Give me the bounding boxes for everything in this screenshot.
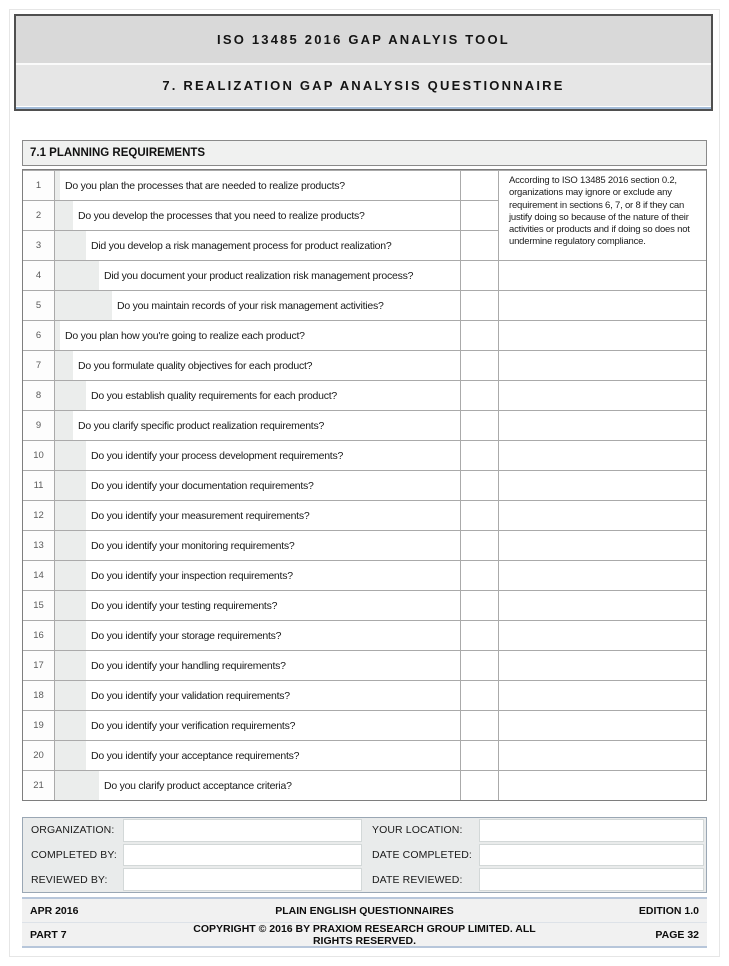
question-number: 7	[23, 350, 55, 380]
your-location-label: YOUR LOCATION:	[364, 818, 477, 843]
date-reviewed-field[interactable]	[479, 868, 704, 891]
question-text: Do you develop the processes that you need to realize products?	[78, 209, 365, 222]
completed-by-field[interactable]	[123, 844, 362, 867]
question-number: 17	[23, 650, 55, 680]
note-cell[interactable]	[499, 440, 706, 470]
footer-row-copyright	[22, 923, 707, 946]
question-cell	[55, 470, 461, 500]
question-text: Do you identify your documentation requirements?	[91, 479, 314, 492]
question-cell	[55, 770, 461, 800]
question-text: Do you maintain records of your risk management activities?	[117, 299, 384, 312]
question-number: 14	[23, 560, 55, 590]
answer-cell[interactable]	[461, 530, 499, 560]
answer-cell[interactable]	[461, 620, 499, 650]
question-number: 11	[23, 470, 55, 500]
organization-field[interactable]	[123, 819, 362, 842]
question-cell	[55, 710, 461, 740]
question-row	[23, 470, 706, 500]
note-cell[interactable]	[499, 740, 706, 770]
question-row	[23, 770, 706, 800]
question-text: Do you identify your storage requirements?	[91, 629, 282, 642]
question-row	[23, 650, 706, 680]
question-cell	[55, 680, 461, 710]
question-cell	[55, 260, 461, 290]
answer-cell[interactable]	[461, 290, 499, 320]
answer-cell[interactable]	[461, 560, 499, 590]
question-row	[23, 410, 706, 440]
question-number: 12	[23, 500, 55, 530]
note-cell[interactable]	[499, 770, 706, 800]
question-text: Do you identify your process development requirements?	[91, 449, 344, 462]
guidance-note: According to ISO 13485 2016 section 0.2, organizations may ignore or exclude any requirement in sections 6, 7, or 8 if they can justify doing so because of the nature of their activities or products and if doing so does not undermine regulatory compliance.	[509, 175, 690, 248]
question-text: Do you identify your measurement requirements?	[91, 509, 310, 522]
question-row	[23, 350, 706, 380]
note-cell[interactable]	[499, 410, 706, 440]
reviewed-by-field[interactable]	[123, 868, 362, 891]
question-cell	[55, 320, 461, 350]
answer-cell[interactable]	[461, 740, 499, 770]
question-text: Did you document your product realization risk management process?	[104, 269, 414, 282]
indent-block	[55, 531, 86, 560]
footer-date: APR 2016	[30, 904, 79, 917]
indent-block	[55, 681, 86, 710]
indent-block	[55, 411, 73, 440]
note-cell[interactable]	[499, 320, 706, 350]
your-location-field[interactable]	[479, 819, 704, 842]
question-text: Do you identify your acceptance requirements?	[91, 749, 300, 762]
question-row	[23, 500, 706, 530]
page-footer	[22, 897, 707, 948]
completion-info-box	[22, 817, 707, 893]
question-cell	[55, 290, 461, 320]
answer-cell[interactable]	[461, 200, 499, 230]
question-number: 6	[23, 320, 55, 350]
question-number: 13	[23, 530, 55, 560]
question-cell	[55, 530, 461, 560]
question-text: Do you plan how you're going to realize each product?	[65, 329, 305, 342]
question-cell	[55, 590, 461, 620]
answer-cell[interactable]	[461, 320, 499, 350]
indent-block	[55, 591, 86, 620]
indent-block	[55, 651, 86, 680]
document-subtitle: 7. REALIZATION GAP ANALYSIS QUESTIONNAIRE	[162, 78, 565, 93]
question-row	[23, 260, 706, 290]
question-cell	[55, 440, 461, 470]
question-cell	[55, 350, 461, 380]
note-cell[interactable]	[499, 560, 706, 590]
question-number: 15	[23, 590, 55, 620]
question-row	[23, 710, 706, 740]
footer-edition: EDITION 1.0	[638, 904, 699, 917]
question-text: Do you identify your testing requirements?	[91, 599, 278, 612]
question-cell	[55, 560, 461, 590]
footer-copyright: COPYRIGHT © 2016 BY PRAXIOM RESEARCH GROUP LIMITED. ALL RIGHTS RESERVED.	[193, 922, 536, 947]
document-header	[14, 14, 713, 111]
indent-block	[55, 441, 86, 470]
note-cell[interactable]	[499, 650, 706, 680]
answer-cell[interactable]	[461, 470, 499, 500]
question-text: Do you formulate quality objectives for each product?	[78, 359, 313, 372]
indent-block	[55, 231, 86, 260]
question-number: 2	[23, 200, 55, 230]
footer-page: PAGE 32	[655, 928, 699, 941]
question-number: 21	[23, 770, 55, 800]
question-row	[23, 740, 706, 770]
note-cell[interactable]	[499, 350, 706, 380]
question-cell	[55, 650, 461, 680]
question-number: 1	[23, 170, 55, 200]
answer-cell[interactable]	[461, 260, 499, 290]
question-text: Do you plan the processes that are needed to realize products?	[65, 179, 345, 192]
document-title: ISO 13485 2016 GAP ANALYIS TOOL	[217, 32, 510, 47]
note-cell[interactable]	[499, 290, 706, 320]
question-row	[23, 380, 706, 410]
answer-cell[interactable]	[461, 230, 499, 260]
question-text: Do you identify your inspection requirements?	[91, 569, 293, 582]
header-accent-line	[16, 106, 711, 109]
answer-cell[interactable]	[461, 410, 499, 440]
answer-cell[interactable]	[461, 500, 499, 530]
footer-series: PLAIN ENGLISH QUESTIONNAIRES	[275, 904, 454, 917]
answer-cell[interactable]	[461, 590, 499, 620]
answer-cell[interactable]	[461, 440, 499, 470]
note-cell[interactable]	[499, 530, 706, 560]
question-row	[23, 440, 706, 470]
note-cell[interactable]	[499, 380, 706, 410]
footer-part: PART 7	[30, 928, 67, 941]
question-number: 16	[23, 620, 55, 650]
question-cell	[55, 230, 461, 260]
reviewed-by-label: REVIEWED BY:	[23, 867, 121, 892]
indent-block	[55, 471, 86, 500]
document-subtitle-band	[16, 65, 711, 106]
question-text: Do you establish quality requirements for each product?	[91, 389, 337, 402]
question-number: 10	[23, 440, 55, 470]
note-cell[interactable]	[499, 620, 706, 650]
question-row	[23, 530, 706, 560]
answer-cell[interactable]	[461, 710, 499, 740]
question-cell	[55, 500, 461, 530]
question-number: 3	[23, 230, 55, 260]
question-number: 20	[23, 740, 55, 770]
completed-by-label: COMPLETED BY:	[23, 843, 121, 868]
question-cell	[55, 200, 461, 230]
date-reviewed-label: DATE REVIEWED:	[364, 867, 477, 892]
note-cell[interactable]	[499, 500, 706, 530]
question-text: Do you identify your validation requirements?	[91, 689, 290, 702]
question-text: Do you clarify specific product realization requirements?	[78, 419, 325, 432]
indent-block	[55, 261, 99, 290]
question-row	[23, 620, 706, 650]
indent-block	[55, 771, 99, 800]
question-cell	[55, 170, 461, 200]
question-text: Do you identify your monitoring requirements?	[91, 539, 295, 552]
answer-cell[interactable]	[461, 350, 499, 380]
question-text: Do you identify your handling requirements?	[91, 659, 286, 672]
indent-block	[55, 561, 86, 590]
question-number: 5	[23, 290, 55, 320]
indent-block	[55, 711, 86, 740]
question-number: 18	[23, 680, 55, 710]
answer-cell[interactable]	[461, 770, 499, 800]
question-cell	[55, 740, 461, 770]
indent-block	[55, 741, 86, 770]
question-number: 4	[23, 260, 55, 290]
question-number: 19	[23, 710, 55, 740]
note-cell[interactable]	[499, 590, 706, 620]
document-title-band	[16, 16, 711, 65]
questionnaire-table	[22, 169, 707, 801]
question-text: Do you clarify product acceptance criteria?	[104, 779, 292, 792]
question-row	[23, 680, 706, 710]
question-cell	[55, 410, 461, 440]
answer-cell[interactable]	[461, 380, 499, 410]
note-cell[interactable]	[499, 710, 706, 740]
note-cell[interactable]	[499, 470, 706, 500]
note-cell[interactable]	[499, 680, 706, 710]
question-text: Did you develop a risk management process for product realization?	[91, 239, 392, 252]
question-cell	[55, 380, 461, 410]
answer-cell[interactable]	[461, 650, 499, 680]
indent-block	[55, 501, 86, 530]
answer-cell[interactable]	[461, 170, 499, 200]
question-row	[23, 590, 706, 620]
question-row	[23, 290, 706, 320]
question-number: 9	[23, 410, 55, 440]
footer-row-series	[22, 899, 707, 923]
indent-block	[55, 201, 73, 230]
organization-label: ORGANIZATION:	[23, 818, 121, 843]
date-completed-field[interactable]	[479, 844, 704, 867]
question-cell	[55, 620, 461, 650]
indent-block	[55, 291, 112, 320]
indent-block	[55, 381, 86, 410]
section-title: 7.1 PLANNING REQUIREMENTS	[30, 147, 206, 159]
section-header	[22, 140, 707, 166]
question-number: 8	[23, 380, 55, 410]
answer-cell[interactable]	[461, 680, 499, 710]
date-completed-label: DATE COMPLETED:	[364, 843, 477, 868]
indent-block	[55, 621, 86, 650]
note-cell[interactable]	[499, 260, 706, 290]
question-row	[23, 320, 706, 350]
question-text: Do you identify your verification requirements?	[91, 719, 296, 732]
question-row	[23, 560, 706, 590]
indent-block	[55, 351, 73, 380]
